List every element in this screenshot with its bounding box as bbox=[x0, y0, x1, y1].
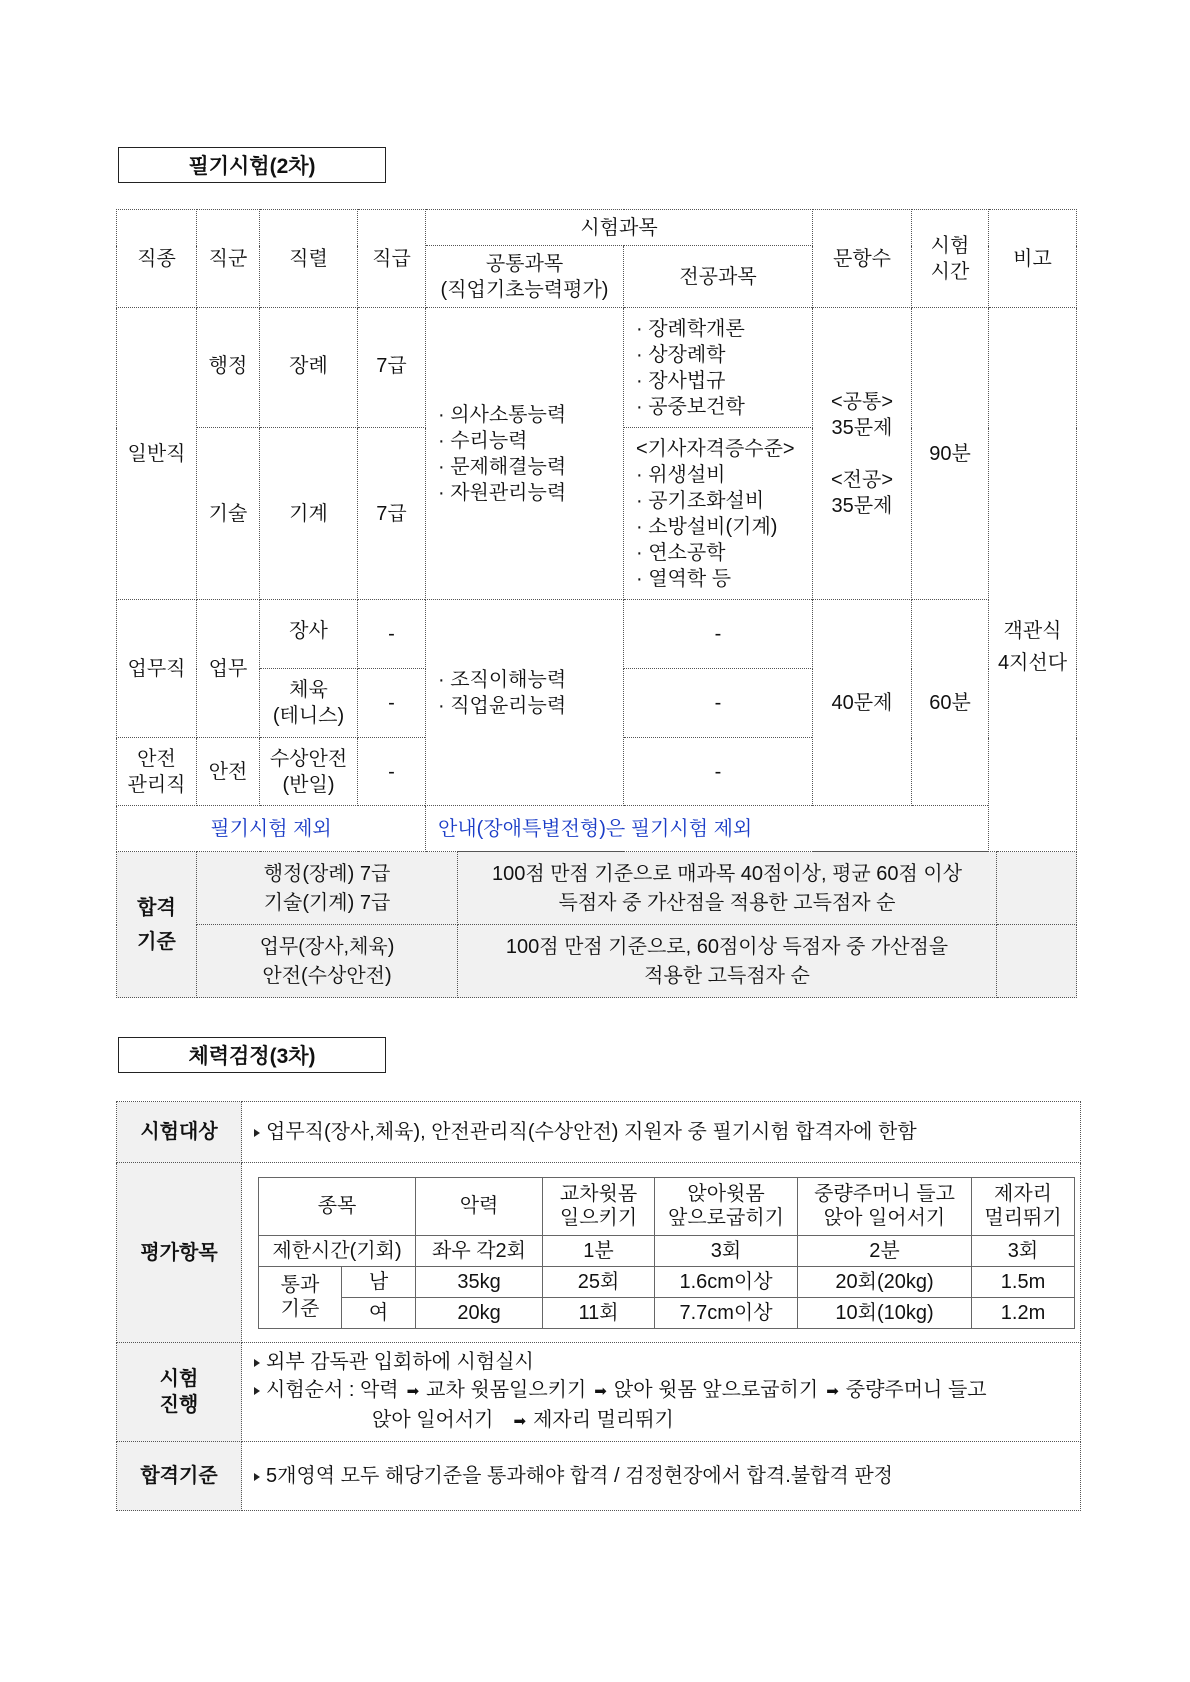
event-name-line1: 중량주머니 들고 bbox=[814, 1183, 955, 1205]
event-name bbox=[972, 1177, 1075, 1235]
limit-label: 제한시간(기회) bbox=[259, 1235, 416, 1266]
row-exemption bbox=[117, 806, 1077, 852]
event-name-line2: 멀리뛰기 bbox=[984, 1207, 1062, 1229]
non-general-questions: 40문제 bbox=[813, 600, 912, 806]
female-value: 10회(10kg) bbox=[798, 1297, 972, 1328]
col-time bbox=[912, 210, 989, 308]
safety-job-type-line2: 관리직 bbox=[127, 773, 186, 796]
procedure-text bbox=[242, 1343, 1081, 1442]
female-label: 여 bbox=[342, 1297, 416, 1328]
limits-row bbox=[259, 1235, 1075, 1266]
major-subject: · 공기조화설비 bbox=[636, 488, 808, 514]
pass-standard-line2: 기준 bbox=[280, 1298, 320, 1320]
col-subjects: 시험과목 bbox=[426, 210, 813, 246]
work-series-line2: (테니스) bbox=[272, 705, 345, 727]
limit-value: 좌우 각2회 bbox=[416, 1235, 543, 1266]
procedure-label bbox=[117, 1343, 242, 1442]
tech-majors bbox=[624, 428, 813, 600]
procedure-line bbox=[254, 1349, 1076, 1375]
items-cell bbox=[242, 1163, 1081, 1343]
safety-series bbox=[260, 738, 358, 806]
male-label: 남 bbox=[342, 1266, 416, 1297]
target-label: 시험대상 bbox=[117, 1102, 242, 1163]
event-label: 종목 bbox=[259, 1177, 416, 1235]
pass-note bbox=[997, 852, 1077, 925]
pass-label-line1: 합격 bbox=[137, 896, 176, 919]
right-arrow-icon: ➡ bbox=[826, 1383, 838, 1400]
safety-group: 안전 bbox=[197, 738, 260, 806]
procedure-order-line bbox=[254, 1377, 1076, 1405]
header-row bbox=[117, 210, 1077, 246]
col-questions: 문항수 bbox=[813, 210, 912, 308]
limit-value: 3회 bbox=[655, 1235, 798, 1266]
event-name: 악력 bbox=[416, 1177, 543, 1235]
pass-target-line1: 업무(장사,체육) bbox=[259, 935, 395, 958]
procedure-step: 중량주머니 들고 bbox=[845, 1379, 987, 1401]
target-row bbox=[117, 1102, 1081, 1163]
pass-criteria bbox=[458, 925, 997, 998]
admin-group: 행정 bbox=[197, 308, 260, 428]
work-group: 업무 bbox=[197, 600, 260, 738]
limit-value: 1분 bbox=[543, 1235, 655, 1266]
col-job-group: 직군 bbox=[197, 210, 260, 308]
physical-pass-text bbox=[242, 1442, 1081, 1511]
major-subject: · 장사법규 bbox=[636, 368, 808, 394]
pass-target-line2: 안전(수상안전) bbox=[262, 964, 392, 987]
safety-series-line1: 수상안전 bbox=[269, 747, 348, 770]
work-job-type: 업무직 bbox=[117, 600, 197, 738]
tech-series: 기계 bbox=[260, 428, 358, 600]
pass-criteria-line1: 100점 만점 기준으로 매과목 40점이상, 평균 60점 이상 bbox=[491, 862, 963, 885]
pass-target-line2: 기술(기계) 7급 bbox=[263, 891, 391, 914]
work-grade: - bbox=[358, 669, 426, 738]
bullet-triangle-icon bbox=[254, 1387, 260, 1395]
limit-value: 2분 bbox=[798, 1235, 972, 1266]
col-common bbox=[426, 246, 624, 308]
pass-row bbox=[117, 925, 1077, 998]
admin-majors bbox=[624, 308, 813, 428]
admin-grade: 7급 bbox=[358, 308, 426, 428]
major-subject: · 상장례학 bbox=[636, 342, 808, 368]
physical-exam-table bbox=[116, 1101, 1081, 1511]
right-arrow-icon: ➡ bbox=[406, 1383, 419, 1400]
safety-job-type bbox=[117, 738, 197, 806]
items-row bbox=[117, 1163, 1081, 1343]
physical-pass-text-value: 5개영역 모두 해당기준을 통과해야 합격 / 검정현장에서 합격.불합격 판정 bbox=[266, 1465, 893, 1487]
exempt-right: 안내(장애특별전형)은 필기시험 제외 bbox=[426, 806, 989, 852]
col-major: 전공과목 bbox=[624, 246, 813, 308]
safety-major: - bbox=[624, 738, 813, 806]
major-subject: · 연소공학 bbox=[636, 540, 808, 566]
limit-value: 3회 bbox=[972, 1235, 1075, 1266]
col-common-line1: 공통과목 bbox=[485, 252, 564, 275]
procedure-order-prefix: 시험순서 : 악력 bbox=[266, 1379, 399, 1401]
col-time-line2: 시간 bbox=[930, 260, 970, 283]
col-job-series: 직렬 bbox=[260, 210, 358, 308]
q-major-label: <전공> bbox=[831, 468, 893, 491]
col-grade: 직급 bbox=[358, 210, 426, 308]
event-name bbox=[798, 1177, 972, 1235]
event-name-line2: 일으키기 bbox=[559, 1207, 638, 1229]
general-questions bbox=[813, 308, 912, 600]
right-arrow-icon: ➡ bbox=[513, 1413, 526, 1430]
pass-note bbox=[997, 925, 1077, 998]
female-row bbox=[259, 1297, 1075, 1328]
pass-label-line2: 기준 bbox=[137, 930, 176, 953]
work-series bbox=[260, 669, 358, 738]
male-value: 1.6cm이상 bbox=[655, 1266, 798, 1297]
general-time: 90분 bbox=[912, 308, 989, 600]
bullet-triangle-icon bbox=[254, 1359, 260, 1367]
note-line2: 4지선다 bbox=[997, 652, 1068, 674]
event-name bbox=[543, 1177, 655, 1235]
right-arrow-icon: ➡ bbox=[594, 1383, 606, 1400]
col-note: 비고 bbox=[989, 210, 1077, 308]
work-series bbox=[260, 600, 358, 669]
pass-target bbox=[197, 925, 458, 998]
tech-grade: 7급 bbox=[358, 428, 426, 600]
pass-target-line1: 행정(장례) 7급 bbox=[263, 862, 391, 885]
event-name-line1: 앉아윗몸 bbox=[687, 1183, 765, 1205]
col-time-line1: 시험 bbox=[930, 234, 970, 257]
event-name-line2: 앉아 일어서기 bbox=[823, 1207, 946, 1229]
major-subject: · 열역학 등 bbox=[636, 566, 808, 592]
procedure-label-line1: 시험 bbox=[159, 1368, 199, 1390]
event-name-line2: 앞으로굽히기 bbox=[668, 1207, 784, 1229]
procedure-row bbox=[117, 1343, 1081, 1442]
work-major: - bbox=[624, 669, 813, 738]
row-work-funeral bbox=[117, 600, 1077, 669]
major-subject: · 소방설비(기계) bbox=[636, 514, 808, 540]
note-line1: 객관식 bbox=[1003, 620, 1062, 642]
pass-criteria-line2: 적용한 고득점자 순 bbox=[644, 964, 810, 987]
pass-target bbox=[197, 852, 458, 925]
common-subject: · 조직이해능력 bbox=[438, 667, 619, 693]
procedure-line1-text: 외부 감독관 입회하에 시험실시 bbox=[266, 1351, 534, 1373]
non-general-common-subjects bbox=[426, 600, 624, 806]
safety-series-line2: (반일) bbox=[282, 773, 335, 796]
procedure-order-continued bbox=[254, 1407, 1076, 1435]
procedure-label-line2: 진행 bbox=[159, 1394, 199, 1416]
procedure-step: 앉아 일어서기 bbox=[372, 1409, 494, 1431]
pass-row bbox=[117, 852, 1077, 925]
female-value: 11회 bbox=[543, 1297, 655, 1328]
male-value: 35kg bbox=[416, 1266, 543, 1297]
general-job-type: 일반직 bbox=[117, 308, 197, 600]
col-job-type: 직종 bbox=[117, 210, 197, 308]
common-subject: · 의사소통능력 bbox=[438, 402, 619, 428]
common-subject: · 직업윤리능력 bbox=[438, 693, 619, 719]
written-pass-criteria-table bbox=[116, 851, 1077, 998]
procedure-step: 제자리 멀리뛰기 bbox=[533, 1409, 674, 1431]
male-value: 25회 bbox=[543, 1266, 655, 1297]
bullet-triangle-icon bbox=[254, 1473, 260, 1481]
q-common-count: 35문제 bbox=[831, 416, 893, 439]
pass-standard-line1: 통과 bbox=[280, 1274, 320, 1296]
procedure-step: 교차 윗몸일으키기 bbox=[426, 1379, 587, 1401]
event-name bbox=[655, 1177, 798, 1235]
q-common-label: <공통> bbox=[831, 390, 893, 413]
col-common-line2: (직업기초능력평가) bbox=[440, 278, 609, 301]
common-subject: · 수리능력 bbox=[438, 428, 619, 454]
common-subject: · 문제해결능력 bbox=[438, 454, 619, 480]
pass-criteria-line1: 100점 만점 기준으로, 60점이상 득점자 중 가산점을 bbox=[505, 935, 949, 958]
male-value: 1.5m bbox=[972, 1266, 1075, 1297]
physical-exam-title: 체력검정(3차) bbox=[118, 1037, 386, 1073]
items-label: 평가항목 bbox=[117, 1163, 242, 1343]
exempt-left: 필기시험 제외 bbox=[117, 806, 426, 852]
safety-job-type-line1: 안전 bbox=[137, 747, 176, 770]
bullet-triangle-icon bbox=[254, 1129, 260, 1137]
target-text-value: 업무직(장사,체육), 안전관리직(수상안전) 지원자 중 필기시험 합격자에 한함 bbox=[266, 1121, 917, 1143]
common-subject: · 자원관리능력 bbox=[438, 480, 619, 506]
events-row bbox=[259, 1177, 1075, 1235]
major-subject: · 위생설비 bbox=[636, 462, 808, 488]
major-subject: · 공중보건학 bbox=[636, 394, 808, 420]
tech-group: 기술 bbox=[197, 428, 260, 600]
note-cell bbox=[989, 308, 1077, 852]
pass-standard-label bbox=[259, 1266, 342, 1328]
pass-criteria-line2: 득점자 중 가산점을 적용한 고득점자 순 bbox=[558, 891, 896, 914]
target-text bbox=[242, 1102, 1081, 1163]
non-general-time: 60분 bbox=[912, 600, 989, 806]
general-common-subjects bbox=[426, 308, 624, 600]
tech-majors-header: <기사자격증수준> bbox=[636, 437, 795, 460]
physical-pass-label: 합격기준 bbox=[117, 1442, 242, 1511]
event-name-line1: 교차윗몸 bbox=[559, 1183, 638, 1205]
pass-criteria bbox=[458, 852, 997, 925]
male-value: 20회(20kg) bbox=[798, 1266, 972, 1297]
q-major-count: 35문제 bbox=[831, 494, 893, 517]
work-series-line1: 장사 bbox=[289, 620, 328, 642]
admin-series: 장례 bbox=[260, 308, 358, 428]
work-series-line1: 체육 bbox=[289, 679, 328, 701]
event-name-line1: 제자리 bbox=[994, 1183, 1052, 1205]
physical-pass-row bbox=[117, 1442, 1081, 1511]
row-admin bbox=[117, 308, 1077, 428]
female-value: 7.7cm이상 bbox=[655, 1297, 798, 1328]
female-value: 1.2m bbox=[972, 1297, 1075, 1328]
work-grade: - bbox=[358, 600, 426, 669]
work-major: - bbox=[624, 600, 813, 669]
pass-label bbox=[117, 852, 197, 998]
male-row bbox=[259, 1266, 1075, 1297]
major-subject: · 장례학개론 bbox=[636, 316, 808, 342]
procedure-step: 앉아 윗몸 앞으로굽히기 bbox=[613, 1379, 819, 1401]
safety-grade: - bbox=[358, 738, 426, 806]
female-value: 20kg bbox=[416, 1297, 543, 1328]
written-exam-table bbox=[116, 209, 1077, 852]
items-table bbox=[258, 1177, 1075, 1329]
written-exam-title: 필기시험(2차) bbox=[118, 147, 386, 183]
